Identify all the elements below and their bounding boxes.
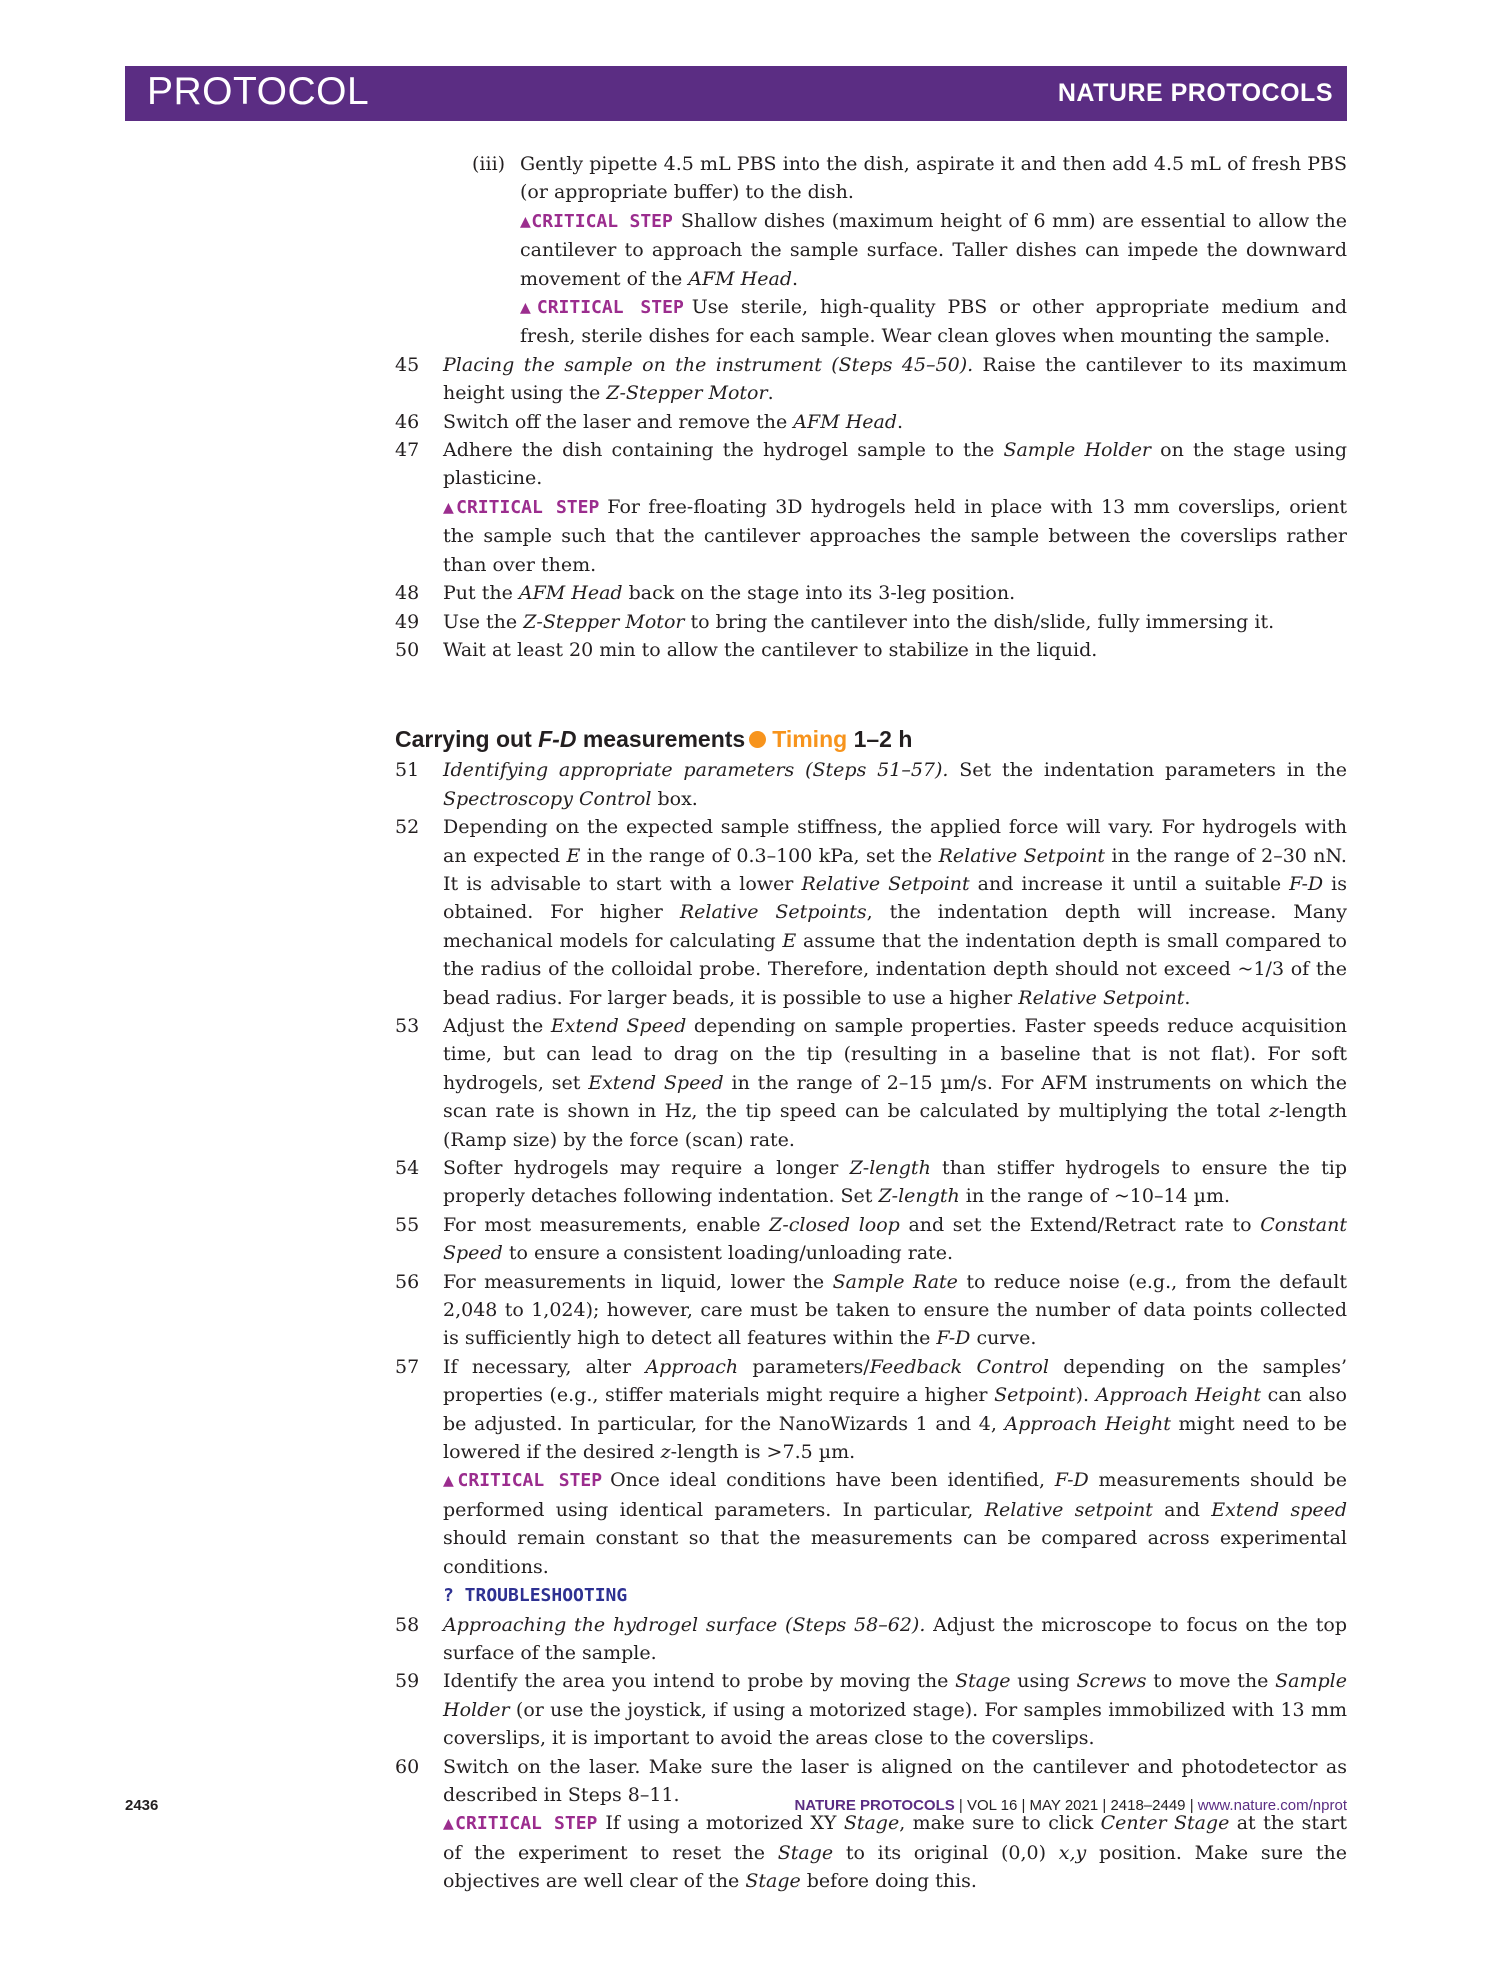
step-49: 49 Use the Z-Stepper Motor to bring the cantilever into the dish/slide, fully immersing it. (395, 610, 1275, 633)
page-number: 2436 (125, 1797, 159, 1814)
journal-link[interactable]: www.nature.com/nprot (1197, 1797, 1347, 1814)
timing-clock-icon (749, 731, 766, 748)
header-journal-label: NATURE PROTOCOLS (1057, 79, 1333, 107)
critical-step-note: ▲CRITICAL STEP For free-floating 3D hydrogels held in place with 13 mm coverslips, orient the sample such that the cantilever approaches the sample between the coverslips rather than over them. (443, 495, 1347, 576)
step-57: 57 If necessary, alter Approach parameters/Feedback Control depending on the samples’ properties (e.g., stiffer materials might require a higher Setpoint). Approach Height can also be adjusted. In particular, for the NanoWizards 1 and 4, Approach Height might need to be lowered if the desired z-length is >7.5 µm. ▲CRITICAL STEP Once ideal conditions have been identified, F-D measurements should be performed using identical parameters. In particular, Relative setpoint and Extend speed should remain constant so that the measurements can be compared across experimental conditions. ? TROUBLESHOOTING (395, 1353, 1347, 1611)
critical-step-note: ▲CRITICAL STEP Use sterile, high-quality PBS or other appropriate medium and fresh, sterile dishes for each sample. Wear clean gloves when mounting the sample. (520, 296, 1347, 348)
step-46: 46 Switch off the laser and remove the AFM Head. (395, 410, 904, 433)
critical-step-label: ▲CRITICAL STEP (443, 496, 600, 518)
step-53: 53 Adjust the Extend Speed depending on sample properties. Faster speeds reduce acquisition time, but can lead to drag on the tip (resulting in a baseline that is not flat). For soft hydrogels, set Extend Speed in the range of 2–15 µm/s. For AFM instruments on which the scan rate is shown in Hz, the tip speed can be calculated by multiplying the total z-length (Ramp size) by the force (scan) rate. (395, 1014, 1348, 1151)
step-45: 45 Placing the sample on the instrument (Steps 45–50). Raise the cantilever to its maximum height using the Z-Stepper Motor. (395, 353, 1347, 405)
substep-iii (395, 150, 1347, 351)
critical-step-label: ▲CRITICAL STEP (443, 1470, 603, 1492)
critical-step-note: ▲CRITICAL STEP Once ideal conditions have been identified, F-D measurements should be performed using identical parameters. In particular, Relative setpoint and Extend speed should remain constant so that the measurements can be compared across experimental conditions. (443, 1469, 1348, 1578)
step-48: 48 Put the AFM Head back on the stage into its 3-leg position. (395, 582, 1016, 605)
timing-label: Timing (772, 726, 848, 753)
critical-step-note: ▲CRITICAL STEP If using a motorized XY Stage, make sure to click Center Stage at the start of the experiment to reset the Stage to its original (0,0) x,y position. Make sure the objectives are well clear of the Stage before doing this. (443, 1812, 1347, 1893)
troubleshooting-note (443, 1581, 1347, 1610)
main-text (395, 150, 1347, 1896)
critical-step-label: ▲CRITICAL STEP (520, 297, 684, 319)
step-56: 56 For measurements in liquid, lower the Sample Rate to reduce noise (e.g., from the default 2,048 to 1,024); however, care must be taken to ensure the number of data points collected is sufficiently high to detect all features within the F-D curve. (395, 1270, 1347, 1350)
substep-number: (iii) (472, 153, 506, 175)
step-58: 58 Approaching the hydrogel surface (Steps 58–62). Adjust the microscope to focus on the top surface of the sample. (395, 1613, 1348, 1664)
step-55: 55 For most measurements, enable Z-closed loop and set the Extend/Retract rate to Constant Speed to ensure a consistent loading/unloading rate. (395, 1213, 1347, 1265)
critical-step-label: ▲CRITICAL STEP (443, 1813, 598, 1835)
step-52: 52 Depending on the expected sample stiffness, the applied force will vary. For hydrogels with an expected E in the range of 0.3–100 kPa, set the Relative Setpoint in the range of 2–30 nN. It is advisable to start with a lower Relative Setpoint and increase it until a suitable F-D is obtained. For higher Relative Setpoints, the indentation depth will increase. Many mechanical models for calculating E assume that the indentation depth is small compared to the radius of the colloidal probe. Therefore, indentation depth should not exceed ~1/3 of the bead radius. For larger beads, it is possible to use a higher Relative Setpoint. (395, 816, 1348, 1009)
step-47: 47 Adhere the dish containing the hydrogel sample to the Sample Holder on the stage using plasticine. ▲CRITICAL STEP For free-floating 3D hydrogels held in place with 13 mm coverslips, orient the sample such that the cantilever approaches the sample between the coverslips rather than over them. (395, 436, 1347, 579)
timing-value: 1–2 h (853, 726, 913, 753)
substep-text: Gently pipette 4.5 mL PBS into the dish, aspirate it and then add 4.5 mL of fresh PBS (or appropriate buffer) to the dish. (520, 153, 1347, 204)
step-51: 51 Identifying appropriate parameters (Steps 51–57). Set the indentation parameters in the Spectroscopy Control box. (395, 759, 1347, 810)
section-heading: Carrying out F-D measurements Timing 1–2 h (395, 726, 913, 753)
citation: NATURE PROTOCOLS | VOL 16 | MAY 2021 | 2418–2449 | www.nature.com/nprot (794, 1797, 1347, 1814)
critical-step-label: ▲CRITICAL STEP (520, 210, 673, 232)
step-54: 54 Softer hydrogels may require a longer Z-length than stiffer hydrogels to ensure the tip properly detaches following indentation. Set Z-length in the range of ~10–14 µm. (395, 1157, 1348, 1208)
critical-step-note: ▲CRITICAL STEP Shallow dishes (maximum height of 6 mm) are essential to allow the cantilever to approach the sample surface. Taller dishes can impede the downward movement of the AFM Head. (520, 209, 1347, 290)
step-59: 59 Identify the area you intend to probe by moving the Stage using Screws to move the Sample Holder (or use the joystick, if using a motorized stage). For samples immobilized with 13 mm coverslips, it is important to avoid the areas close to the coverslips. (395, 1670, 1347, 1750)
step-50: 50 Wait at least 20 min to allow the cantilever to stabilize in the liquid. (395, 638, 1098, 661)
header-protocol-label: PROTOCOL (147, 70, 370, 113)
step-60: 60 Switch on the laser. Make sure the laser is aligned on the cantilever and photodetector as described in Steps 8–11. ▲CRITICAL STEP If using a motorized XY Stage, make sure to click Center Stage at the start of the experiment to reset the Stage to its original (0,0) x,y position. Make sure the objectives are well clear of the Stage before doing this. (395, 1753, 1347, 1896)
troubleshooting-label: ? TROUBLESHOOTING (443, 1585, 628, 1607)
running-header (125, 66, 1347, 121)
